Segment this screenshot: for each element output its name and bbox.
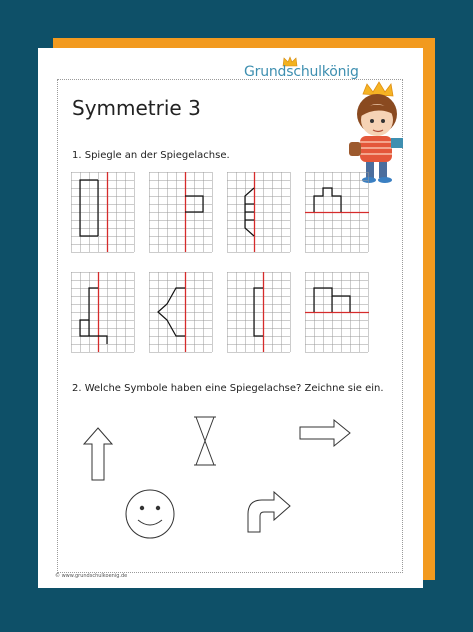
task-2-instruction: 2. Welche Symbole haben eine Spiegelachse? Zeichne sie ein.	[72, 383, 384, 394]
brand-logo-text: Grundschulkönig	[244, 64, 359, 80]
mirror-grid-5[interactable]	[71, 272, 137, 354]
task-1-instruction: 1. Spiegle an der Spiegelachse.	[72, 150, 230, 161]
arrow-right-icon[interactable]	[298, 418, 352, 448]
copyright-footer: © www.grundschulkoenig.de	[55, 573, 128, 579]
mirror-grid-4[interactable]	[305, 172, 371, 254]
mirror-grid-7[interactable]	[227, 272, 293, 354]
hourglass-icon[interactable]	[192, 415, 218, 467]
smiley-icon[interactable]	[124, 488, 176, 540]
mirror-grid-2[interactable]	[149, 172, 215, 254]
mirror-grid-8[interactable]	[305, 272, 371, 354]
arrow-up-icon[interactable]	[82, 426, 114, 482]
turn-arrow-icon[interactable]	[244, 488, 292, 534]
mirror-grid-3[interactable]	[227, 172, 293, 254]
mirror-grid-1[interactable]	[71, 172, 137, 254]
mirror-grid-6[interactable]	[149, 272, 215, 354]
page-title: Symmetrie 3	[72, 96, 201, 120]
